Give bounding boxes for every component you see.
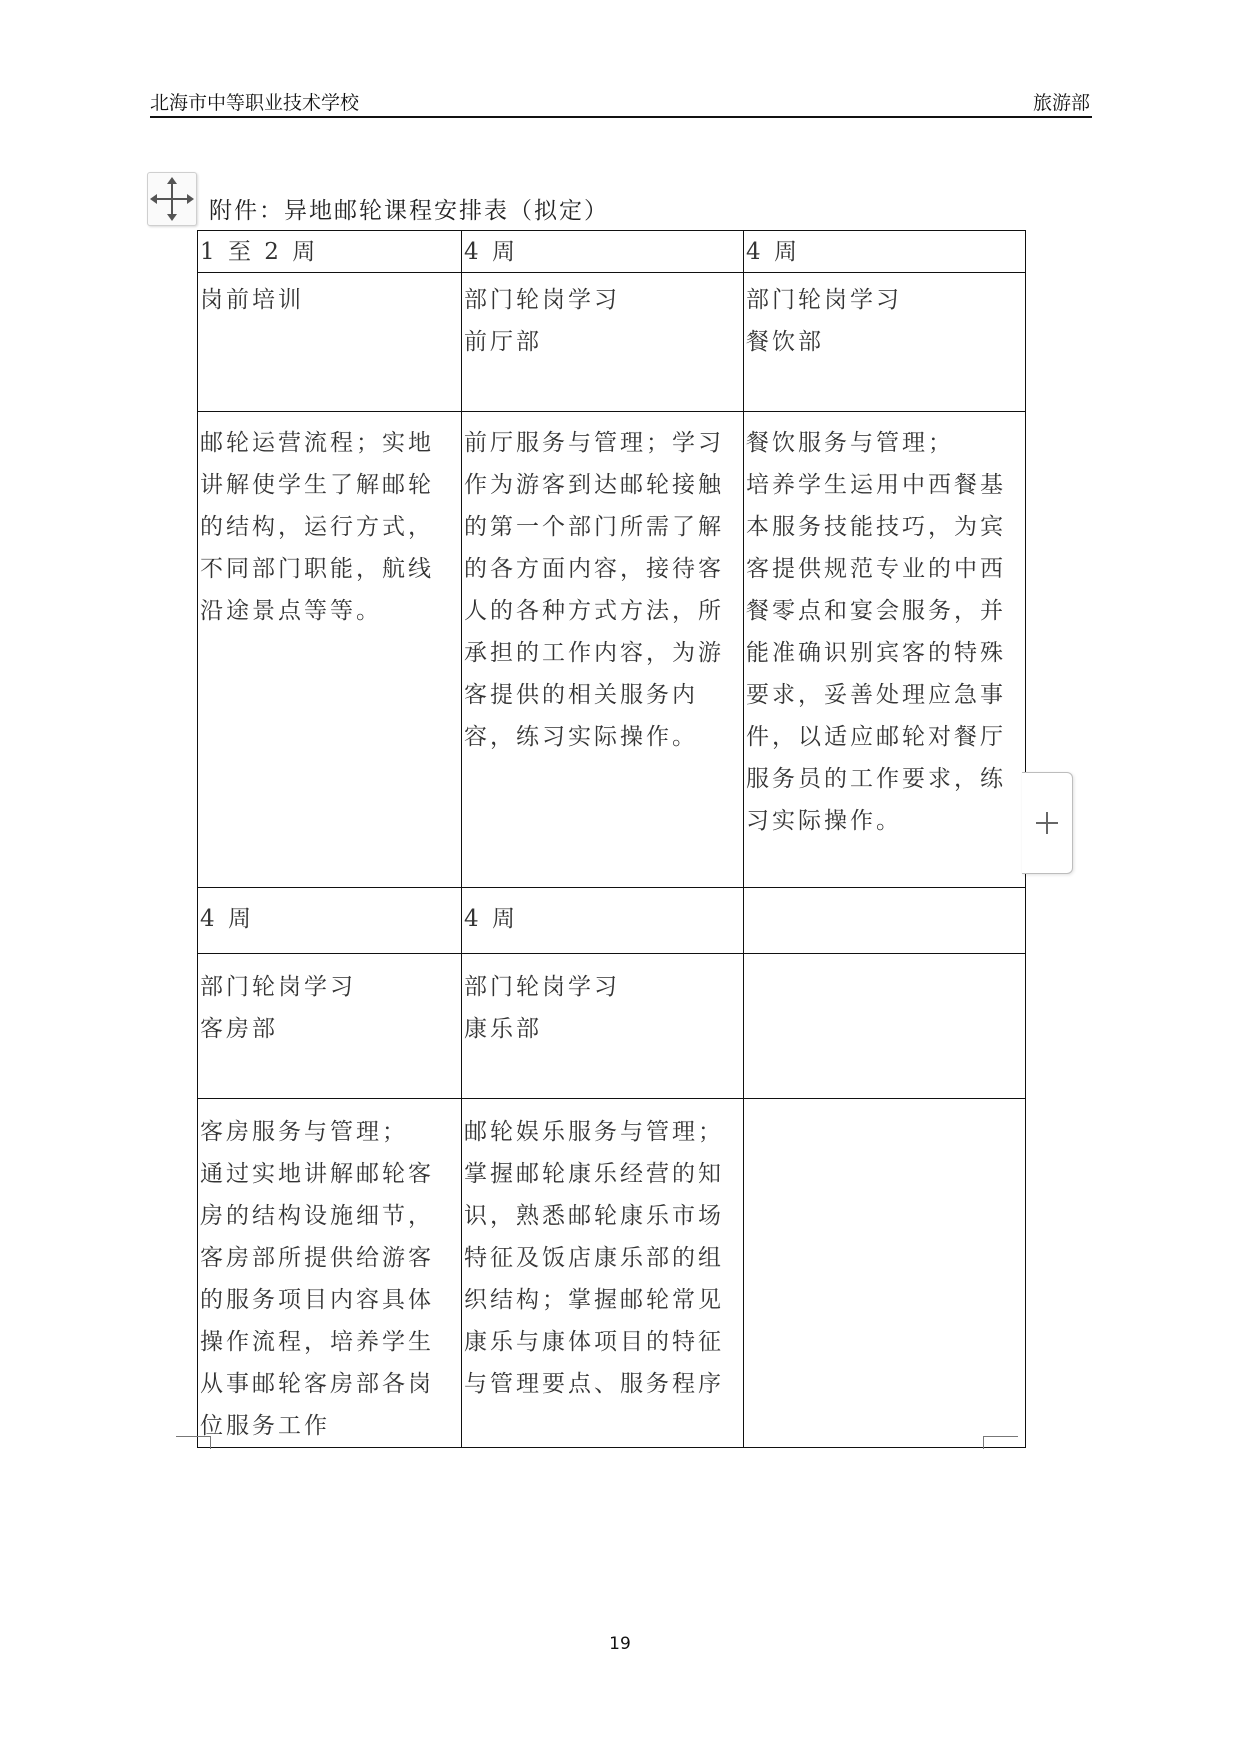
table-cell[interactable]: 4 周: [462, 231, 744, 273]
table-row: [198, 273, 1026, 412]
move-arrows-icon: [148, 173, 196, 225]
table-cell[interactable]: 部门轮岗学习 餐饮部: [744, 273, 1026, 412]
table-cell[interactable]: [744, 1099, 1026, 1448]
table-cell[interactable]: 4 周: [744, 231, 1026, 273]
page-header: [150, 88, 1092, 118]
add-row-button[interactable]: [1022, 772, 1073, 874]
table-cell[interactable]: [744, 888, 1026, 954]
table-row: [198, 412, 1026, 888]
table-cell[interactable]: 岗前培训: [198, 273, 462, 412]
table-cell[interactable]: 部门轮岗学习 客房部: [198, 954, 462, 1099]
table-cell[interactable]: 前厅服务与管理；学习作为游客到达邮轮接触的第一个部门所需了解的各方面内容，接待客人的各种方式方法，所承担的工作内容，为游客提供的相关服务内容，练习实际操作。: [462, 412, 744, 888]
table-cell[interactable]: 1 至 2 周: [198, 231, 462, 273]
table-cell[interactable]: 客房服务与管理； 通过实地讲解邮轮客房的结构设施细节，客房部所提供给游客的服务项目内容具体操作流程，培养学生从事邮轮客房部各岗位服务工作: [198, 1099, 462, 1448]
table-cell[interactable]: 4 周: [198, 888, 462, 954]
table-row: [198, 231, 1026, 273]
table-cell[interactable]: 邮轮娱乐服务与管理； 掌握邮轮康乐经营的知识，熟悉邮轮康乐市场特征及饭店康乐部的组织结构；掌握邮轮常见康乐与康体项目的特征与管理要点、服务程序: [462, 1099, 744, 1448]
plus-icon: [1035, 811, 1059, 835]
header-school-name: 北海市中等职业技术学校: [150, 92, 360, 114]
page-number: 19: [609, 1634, 631, 1654]
table-row: [198, 954, 1026, 1099]
table-row: [198, 888, 1026, 954]
table-cell[interactable]: 部门轮岗学习 前厅部: [462, 273, 744, 412]
table-cell[interactable]: 部门轮岗学习 康乐部: [462, 954, 744, 1099]
header-department: 旅游部: [1032, 92, 1090, 114]
table-cell[interactable]: 4 周: [462, 888, 744, 954]
table-cell[interactable]: 邮轮运营流程；实地讲解使学生了解邮轮的结构，运行方式，不同部门职能，航线沿途景点等等。: [198, 412, 462, 888]
table-caption: 附件：异地邮轮课程安排表（拟定）: [209, 198, 609, 224]
table-move-handle[interactable]: [147, 172, 197, 226]
course-schedule-table: [197, 230, 1026, 1448]
page-corner-mark-right: [983, 1436, 1018, 1449]
table-cell[interactable]: [744, 954, 1026, 1099]
table-row: [198, 1099, 1026, 1448]
table-cell[interactable]: 餐饮服务与管理； 培养学生运用中西餐基本服务技能技巧，为宾客提供规范专业的中西餐零点和宴会服务，并能准确识别宾客的特殊要求，妥善处理应急事件，以适应邮轮对餐厅服务员的工作要求，练习实际操作。: [744, 412, 1026, 888]
page-corner-mark-left: [176, 1436, 211, 1449]
